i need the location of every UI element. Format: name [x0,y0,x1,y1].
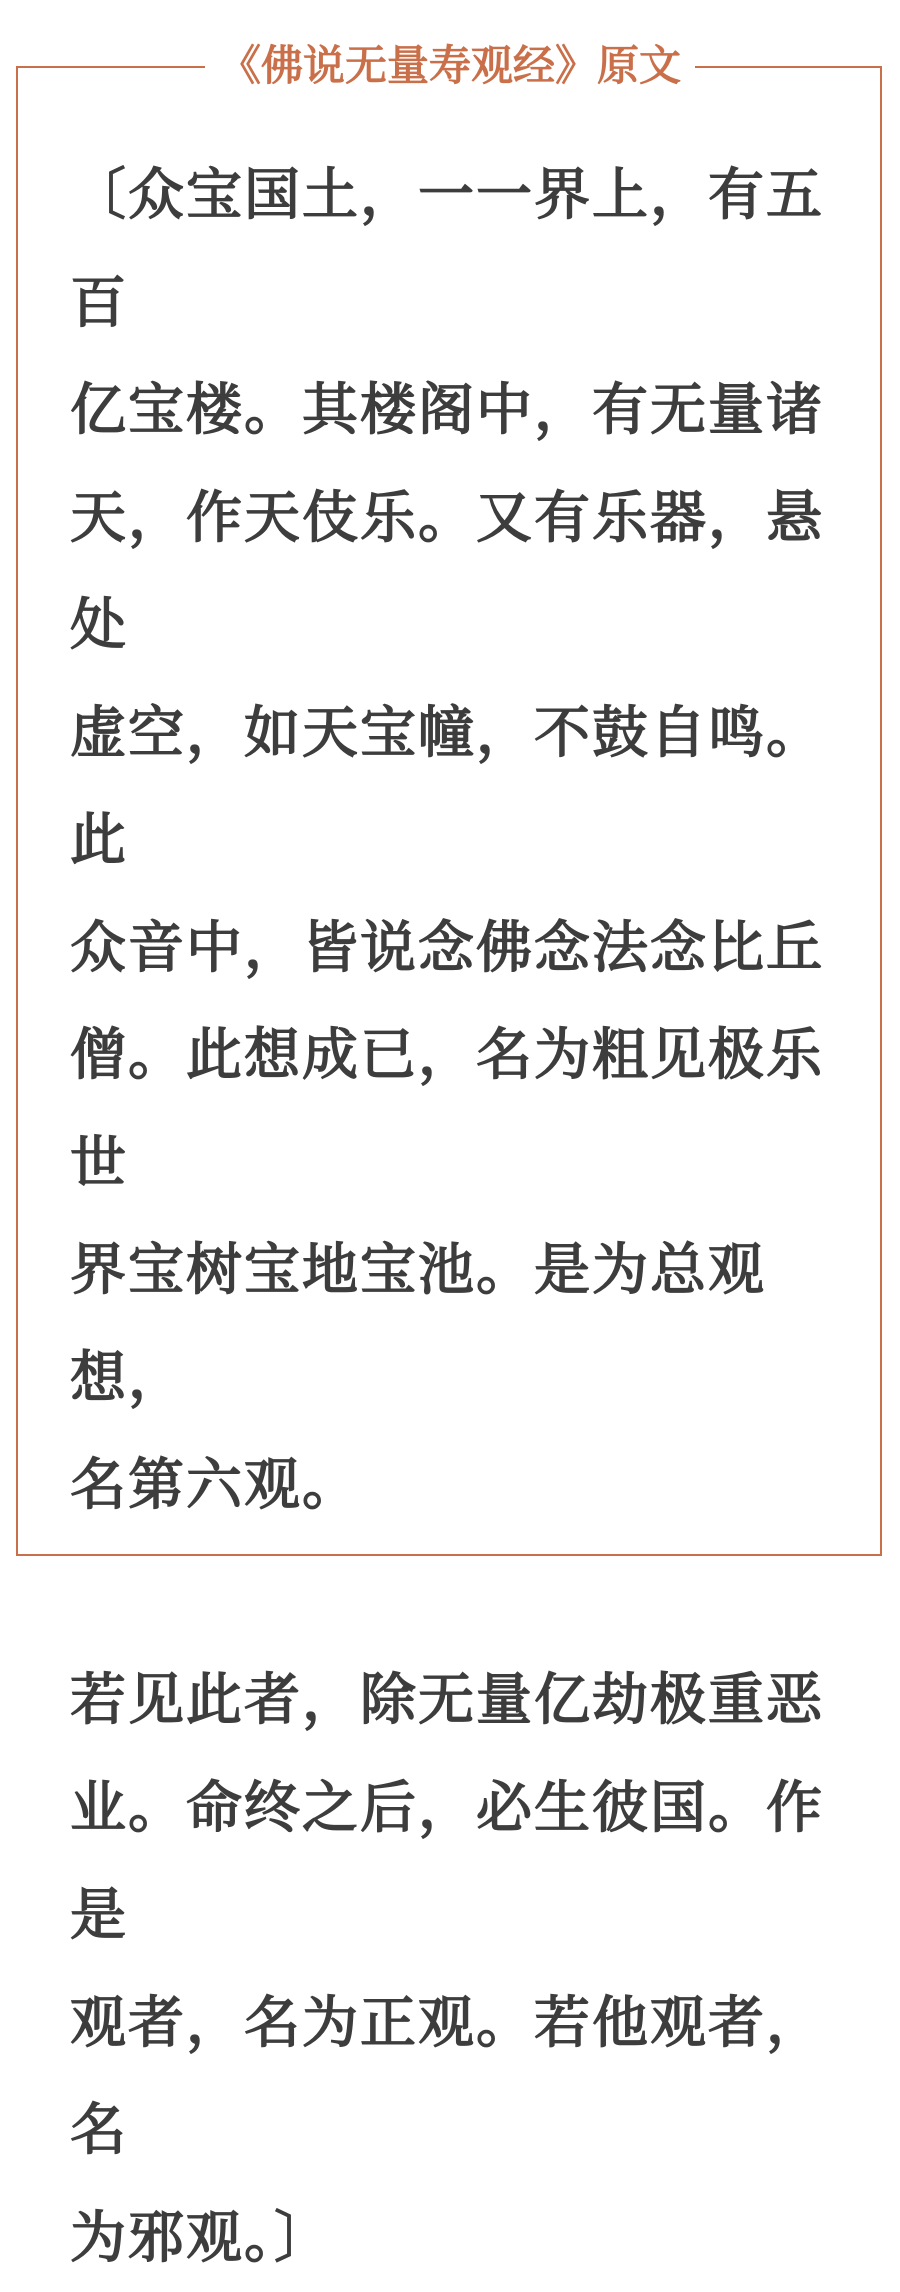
paragraph-2: 若见此者，除无量亿劫极重恶 业。命终之后，必生彼国。作是 观者，名为正观。若他观者，名 为邪观。〕 [70,1667,824,2271]
title-container [0,40,900,92]
paragraph-1: 〔众宝国土，一一界上，有五百 亿宝楼。其楼阁中，有无量诸 天，作天伎乐。又有乐器，悬处 虚空，如天宝幢，不鼓自鸣。此 众音中，皆说念佛念法念比丘 僧。此想成已，名为粗见极乐世 界宝树宝地宝池。是为总观想， 名第六观。 [70,162,824,1518]
scripture-text [70,142,840,2292]
page-title: 《佛说无量寿观经》原文 [205,40,695,92]
